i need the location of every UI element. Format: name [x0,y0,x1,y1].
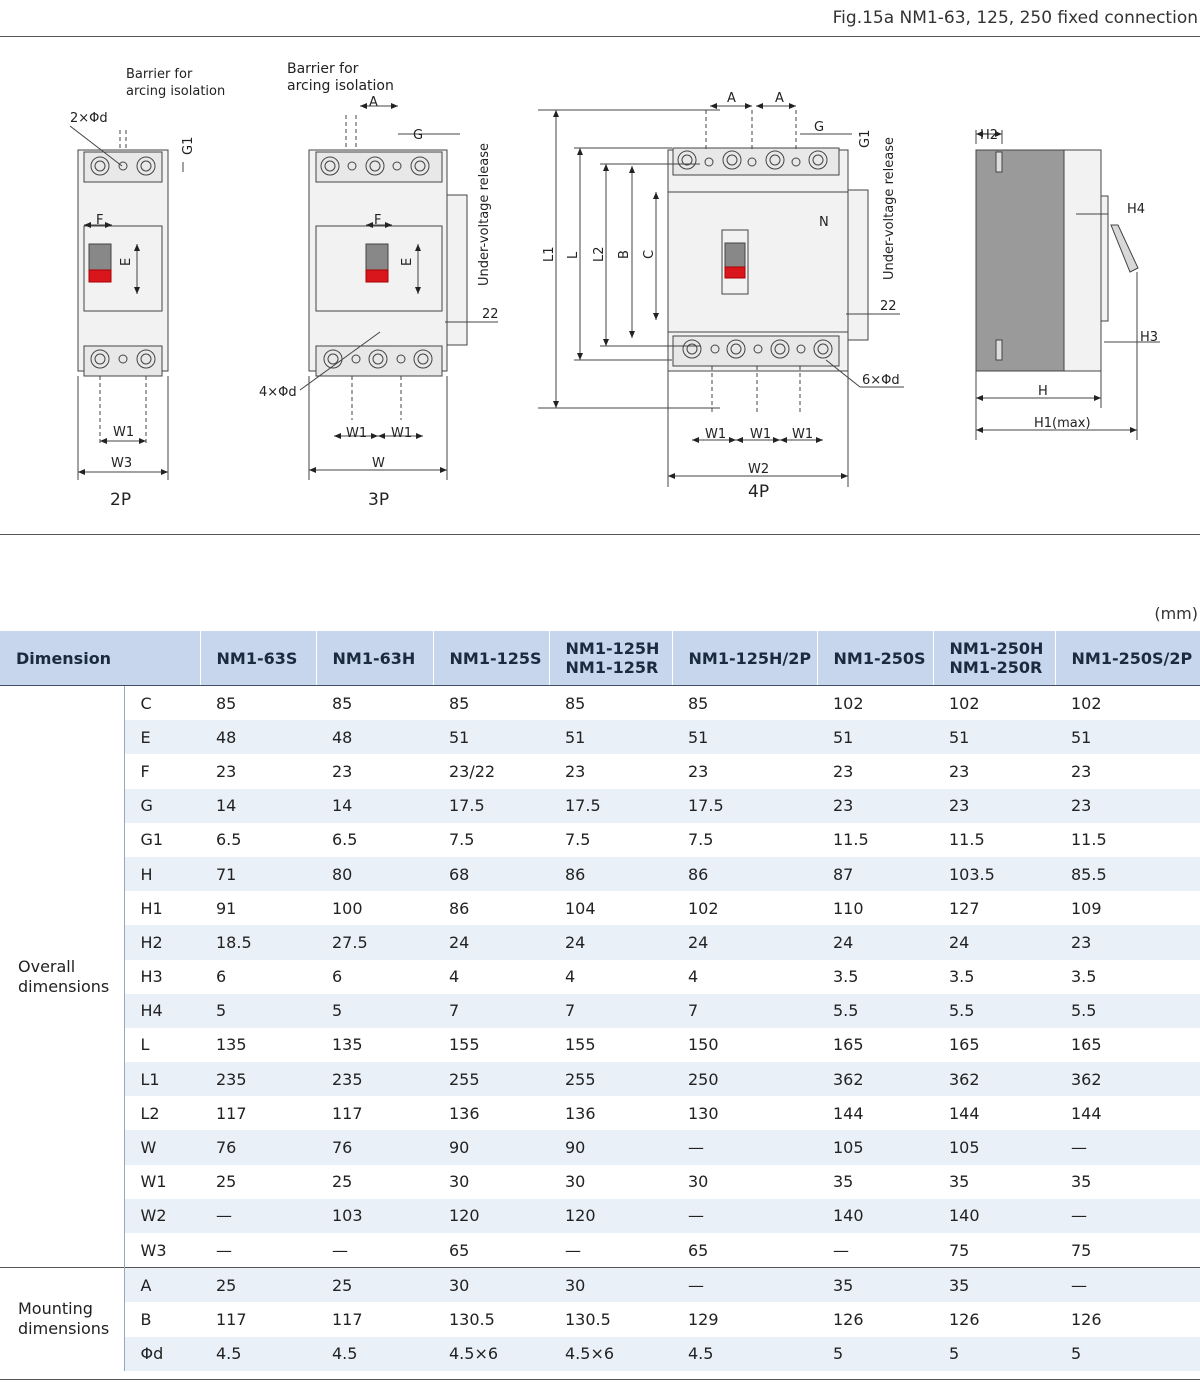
table-cell: 144 [1071,1103,1102,1123]
table-cell: 24 [549,925,672,959]
table-row [0,823,1200,857]
header-model: NM1-63S [200,631,316,686]
table-cell: 23 [1071,761,1092,781]
view-side [976,130,1160,440]
table-cell: 24 [933,925,1055,959]
table-cell: 103 [316,1199,433,1233]
table-cell: 3.5 [1071,967,1097,987]
table-cell: 3.5 [833,967,859,987]
table-cell: 17.5 [433,789,549,823]
table-cell: 127 [949,898,980,918]
table-cell: 11.5 [949,830,985,850]
table-cell: 90 [433,1130,549,1164]
figure-bottom-rule [0,534,1200,535]
view-title-3p: 3P [368,490,390,510]
table-cell: 30 [565,1172,586,1192]
table-cell: 7 [672,994,817,1028]
table-row [0,857,1200,891]
table-row [0,789,1200,823]
table-cell: 14 [200,789,316,823]
table-cell: 102 [833,693,864,713]
table-cell: 5 [1055,1337,1200,1371]
barrier-label-line1-2p: Barrier for [126,67,193,82]
table-cell: 126 [949,1309,980,1329]
table-cell: 75 [949,1240,970,1260]
table-cell: 35 [949,1172,970,1192]
table-cell: 23 [216,761,237,781]
table-row [0,891,1200,925]
table-cell: 30 [449,1172,470,1192]
table-cell: 51 [817,720,933,754]
dim-22-3p: 22 [482,307,499,322]
table-cell: 100 [332,898,363,918]
header-model: NM1-125H/2P [672,631,817,686]
table-cell: 80 [316,857,433,891]
table-cell: — [833,1240,849,1260]
table-cell: 51 [549,720,672,754]
table-cell: 4.5×6 [433,1337,549,1371]
dimension-symbol: L [124,1028,200,1062]
dimension-symbol: W1 [124,1165,200,1199]
table-cell: 4.5×6 [549,1337,672,1371]
dim-a2-4p: A [775,91,784,106]
dimension-symbol: L1 [124,1062,200,1096]
table-cell: 255 [433,1062,549,1096]
table-row [0,1062,1200,1096]
table-cell: 86 [672,857,817,891]
table-cell: 18.5 [200,925,316,959]
table-cell: 104 [565,898,596,918]
dim-22-4p: 22 [880,299,897,314]
table-cell: — [1055,1199,1200,1233]
table-cell: 4 [565,967,576,987]
view-title-4p: 4P [748,482,770,502]
table-row [0,720,1200,754]
table-cell: 135 [216,1035,247,1055]
table-row [0,994,1200,1028]
view-title-2p: 2P [110,490,132,510]
table-cell: 144 [949,1103,980,1123]
dim-b-4p: B [617,250,632,259]
table-cell: 87 [817,857,933,891]
table-cell: 126 [833,1309,864,1329]
table-cell: 362 [933,1062,1055,1096]
table-cell: 5.5 [817,994,933,1028]
table-cell: 136 [449,1103,480,1123]
table-row [0,1096,1200,1130]
table-cell: 90 [549,1130,672,1164]
table-cell: 136 [565,1103,596,1123]
dim-h-side: H [1038,384,1048,399]
dim-w-3p: W [372,456,385,471]
table-cell: 85 [565,693,586,713]
table-cell: 4.5 [316,1337,433,1371]
table-cell: 65 [688,1240,709,1260]
table-row [0,925,1200,959]
view-3p [300,106,498,480]
table-row [0,1302,1200,1336]
table-cell: 14 [316,789,433,823]
dim-h3-side: H3 [1140,330,1159,345]
table-cell: 85 [332,693,353,713]
table-cell: 48 [200,720,316,754]
table-cell: 7 [549,994,672,1028]
table-row [0,1233,1200,1268]
dim-w1c-4p: W1 [792,427,814,442]
table-cell: 5 [200,994,316,1028]
table-cell: 117 [332,1309,363,1329]
dimension-symbol: H4 [124,994,200,1028]
dim-l-4p: L [566,251,581,259]
table-cell: 85 [216,693,237,713]
uv-release-label-3p: Under-voltage release [477,143,492,286]
table-cell: 4.5 [672,1337,817,1371]
dim-f-2p: F [96,213,104,228]
table-cell: 117 [332,1103,363,1123]
top-rule [0,36,1200,37]
dim-g-3p: G [413,128,424,143]
dim-g1-4p: G1 [858,129,873,148]
table-cell: 6.5 [332,830,358,850]
dimension-symbol: H2 [124,925,200,959]
table-cell: 71 [200,857,316,891]
table-cell: — [1055,1130,1200,1164]
table-cell: 23 [949,761,970,781]
table-cell: 6.5 [216,830,242,850]
table-cell: 85.5 [1055,857,1200,891]
table-cell: 165 [833,1035,864,1055]
dimension-symbol: G1 [124,823,200,857]
table-cell: 25 [316,1268,433,1303]
hole-label-2p: 2×Φd [70,111,108,126]
dimension-symbol: H [124,857,200,891]
dimension-symbol: W2 [124,1199,200,1233]
table-cell: 23 [565,761,586,781]
table-cell: 362 [1055,1062,1200,1096]
table-cell: 25 [216,1172,237,1192]
dim-l2-4p: L2 [592,246,607,262]
dimension-symbol: H1 [124,891,200,925]
dim-w3-2p: W3 [111,456,133,471]
table-cell: 7.5 [449,830,475,850]
table-cell: 235 [200,1062,316,1096]
barrier-label-line2-3p: arcing isolation [287,78,394,94]
dim-c-4p: C [642,249,657,259]
dimension-symbol: G [124,789,200,823]
table-cell: 51 [1055,720,1200,754]
table-cell: 165 [1071,1035,1102,1055]
table-cell: 23 [833,761,854,781]
table-cell: 102 [1071,693,1102,713]
table-cell: 25 [200,1268,316,1303]
unit-label: (mm) [1154,604,1198,623]
dimension-symbol: B [124,1302,200,1336]
table-cell: 23 [1055,925,1200,959]
dim-w1a-3p: W1 [346,426,368,441]
table-cell: 11.5 [1071,830,1107,850]
table-cell: 7 [433,994,549,1028]
table-cell: 135 [332,1035,363,1055]
table-cell: 4 [449,967,460,987]
table-cell: 35 [817,1268,933,1303]
table-cell: 144 [833,1103,864,1123]
table-cell: 23 [817,789,933,823]
table-cell: 30 [688,1172,709,1192]
table-row [0,1130,1200,1164]
table-cell: 7.5 [565,830,591,850]
table-row [0,1337,1200,1371]
table-cell: — [216,1240,232,1260]
table-cell: 91 [216,898,237,918]
table-cell: 109 [1071,898,1102,918]
header-model: NM1-125S [433,631,549,686]
table-cell: 5.5 [1055,994,1200,1028]
table-cell: 76 [200,1130,316,1164]
table-cell: 25 [332,1172,353,1192]
dimension-symbol: Φd [124,1337,200,1371]
header-model: NM1-63H [316,631,433,686]
table-cell: 6 [216,967,227,987]
dim-e-2p: E [119,257,134,266]
table-cell: 105 [933,1130,1055,1164]
dim-w1b-4p: W1 [750,427,772,442]
table-row [0,686,1200,721]
dimension-symbol: F [124,754,200,788]
table-cell: 3.5 [949,967,975,987]
table-cell: 120 [549,1199,672,1233]
table-cell: 85 [688,693,709,713]
table-cell: 75 [1071,1240,1092,1260]
table-cell: — [1055,1268,1200,1303]
table-cell: 23/22 [449,761,496,781]
table-cell: 5.5 [933,994,1055,1028]
table-cell: — [332,1240,348,1260]
table-cell: 110 [833,898,864,918]
dim-a1-4p: A [727,91,736,106]
table-cell: 235 [316,1062,433,1096]
table-cell: 5 [817,1337,933,1371]
dim-w1a-4p: W1 [705,427,727,442]
table-cell: 85 [449,693,470,713]
hole-label-3p: 4×Φd [259,385,297,400]
table-row [0,754,1200,788]
table-cell: 362 [817,1062,933,1096]
table-cell: 23 [688,761,709,781]
table-cell: — [672,1199,817,1233]
header-model: NM1-250S/2P [1055,631,1200,686]
barrier-label-line1-3p: Barrier for [287,61,359,77]
table-cell: 48 [316,720,433,754]
group-label: Overall dimensions [0,686,124,1268]
table-cell: 23 [933,789,1055,823]
table-cell: 155 [565,1035,596,1055]
table-cell: 23 [332,761,353,781]
table-header-row [0,631,1200,686]
group-label: Mounting dimensions [0,1268,124,1371]
dim-f-3p: F [374,213,382,228]
table-cell: 4.5 [200,1337,316,1371]
table-row [0,1028,1200,1062]
table-cell: 255 [549,1062,672,1096]
table-cell: 86 [449,898,470,918]
table-cell: 35 [1071,1172,1092,1192]
table-cell: 17.5 [549,789,672,823]
table-cell: 150 [688,1035,719,1055]
dimension-symbol: W3 [124,1233,200,1268]
table-cell: 102 [949,693,980,713]
header-model: NM1-250S [817,631,933,686]
table-cell: — [200,1199,316,1233]
header-model: NM1-125H NM1-125R [549,631,672,686]
table-cell: 65 [449,1240,470,1260]
dim-w2-4p: W2 [748,462,770,477]
dimension-symbol: E [124,720,200,754]
table-cell: 5 [933,1337,1055,1371]
dimension-symbol: A [124,1268,200,1303]
dimension-symbol: W [124,1130,200,1164]
table-cell: 35 [833,1172,854,1192]
table-cell: 129 [688,1309,719,1329]
table-cell: 24 [672,925,817,959]
table-cell: 117 [216,1309,247,1329]
uv-release-label-4p: Under-voltage release [882,137,897,280]
table-cell: 27.5 [316,925,433,959]
hole-label-4p: 6×Φd [862,373,900,388]
table-cell: 68 [433,857,549,891]
table-cell: 103.5 [933,857,1055,891]
table-cell: 7.5 [688,830,714,850]
table-cell: 30 [549,1268,672,1303]
table-cell: 155 [449,1035,480,1055]
table-cell: 5 [316,994,433,1028]
header-model: NM1-250H NM1-250R [933,631,1055,686]
table-row [0,1199,1200,1233]
table-cell: 140 [933,1199,1055,1233]
dimension-symbol: H3 [124,960,200,994]
table-cell: — [672,1130,817,1164]
pole-n-label-4p: N [819,215,829,230]
dim-h2-side: H2 [980,128,999,143]
table-cell: 117 [216,1103,247,1123]
table-cell: 51 [433,720,549,754]
dim-w1b-3p: W1 [391,426,413,441]
table-cell: 23 [1055,789,1200,823]
table-cell: 102 [688,898,719,918]
table-cell: 76 [316,1130,433,1164]
table-row [0,1268,1200,1303]
table-cell: 11.5 [833,830,869,850]
barrier-label-line2-2p: arcing isolation [126,84,226,99]
dim-e-3p: E [400,257,415,266]
dim-h4-side: H4 [1127,202,1146,217]
dim-g-4p: G [814,120,825,135]
table-cell: 86 [549,857,672,891]
table-cell: 250 [672,1062,817,1096]
dim-a-3p: A [369,95,378,110]
table-cell: 24 [433,925,549,959]
table-cell: 126 [1071,1309,1102,1329]
table-cell: — [565,1240,581,1260]
dim-g1-2p: G1 [181,136,196,155]
table-cell: 140 [817,1199,933,1233]
table-cell: 120 [433,1199,549,1233]
table-cell: 6 [332,967,343,987]
table-cell: — [672,1268,817,1303]
dim-l1-4p: L1 [542,246,557,262]
table-cell: 51 [672,720,817,754]
table-cell: 4 [688,967,699,987]
table-cell: 17.5 [672,789,817,823]
table-cell: 51 [933,720,1055,754]
dim-w1-2p: W1 [113,425,135,440]
dimensions-table [0,631,1200,1371]
table-cell: 35 [933,1268,1055,1303]
table-cell: 30 [433,1268,549,1303]
table-row [0,960,1200,994]
figure-caption: Fig.15a NM1-63, 125, 250 fixed connection [832,8,1198,28]
table-cell: 24 [817,925,933,959]
table-bottom-rule [0,1379,1200,1380]
dimension-symbol: C [124,686,200,721]
table-cell: 130.5 [565,1309,611,1329]
technical-drawings [0,40,1200,535]
table-cell: 130 [688,1103,719,1123]
table-row [0,1165,1200,1199]
dimension-symbol: L2 [124,1096,200,1130]
table-cell: 105 [817,1130,933,1164]
header-dimension: Dimension [0,631,200,686]
dim-h1-side: H1(max) [1034,416,1091,431]
table-cell: 130.5 [449,1309,495,1329]
table-cell: 165 [949,1035,980,1055]
